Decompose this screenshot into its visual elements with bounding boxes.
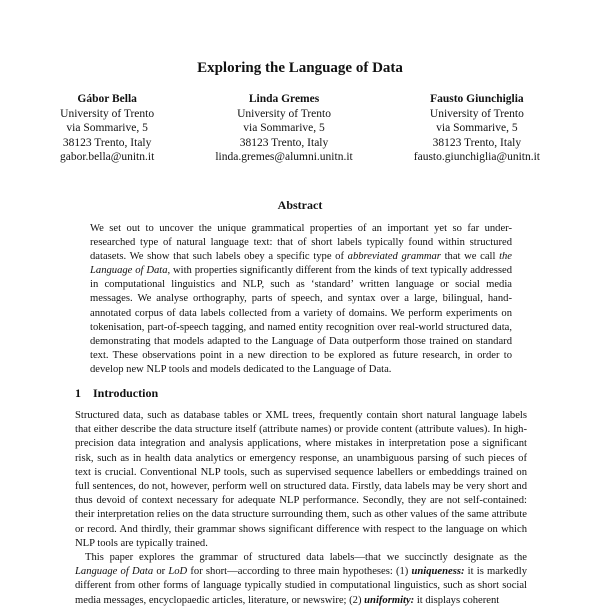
paragraph-emphasis: uniformity: xyxy=(364,594,415,606)
paragraph-text: it is markedly different from other forms of language typically studied in computational linguistics, such as short social media messages, encyclopaedic articles, literature, or newswire; (2) xyxy=(75,566,527,606)
abstract-body xyxy=(90,222,512,377)
paper-title: Exploring the Language of Data xyxy=(197,60,403,76)
author-name: Fausto Giunchiglia xyxy=(430,93,524,105)
author-name: Gábor Bella xyxy=(77,93,137,105)
paragraph-text: or xyxy=(153,566,169,578)
author-block xyxy=(60,92,540,165)
section-number: 1 xyxy=(75,386,81,400)
author-3 xyxy=(414,92,540,165)
author-1 xyxy=(60,92,154,165)
abstract-text: , with properties significantly different from the kinds of text typically addressed in computational linguistics and NLP, such as ‘standard’ written language or social media messages. We analyse orthography, parts of speech, and syntax over a large, bilingual, hand-annotated corpus of data labels collected from a variety of domains. We perform experiments on tokenisation, part-of-speech tagging, and named entity recognition over real-world structured data, demonstrating that models adapted to the Language of Data outperform those trained on standard text. These observations point in a new direction to be explored as future research, in order to develop new NLP tools and models dedicated to the Language of Data. xyxy=(90,265,512,375)
author-city: 38123 Trento, Italy xyxy=(62,136,152,149)
abstract-heading: Abstract xyxy=(277,198,323,212)
paragraph: Structured data, such as database tables or XML trees, frequently contain short natural language labels that either describe the data structure itself (attribute names) or provide content (attribute values). In high-precision data integration and analysis applications, where mistakes in interpretation pose a significant risk, such as in health data analytics or emergency response, an unambiguous parsing of such pieces of text is crucial. Conventional NLP tools, such as supervised sequence labellers or embeddings trained on full sentences, do not, however, perform well on structured data. Firstly, data labels may be very short and thus devoid of context necessary for adequate NLP performance. Secondly, they are not self-contained: their interpretation relies on the data structure surrounding them, such as other values of the same attribute or record. And thirdly, their grammar shows significant difference with respect to the language on which NLP tools are typically trained. xyxy=(75,410,527,549)
introduction-body xyxy=(75,409,527,608)
paragraph-text: This paper explores the grammar of structured data labels—that we succinctly designate as the xyxy=(85,552,527,564)
paragraph xyxy=(75,551,527,608)
author-email[interactable]: linda.gremes@alumni.unitn.it xyxy=(215,151,353,163)
author-affiliation: University of Trento xyxy=(60,107,155,120)
author-2 xyxy=(215,92,352,165)
section-title: Introduction xyxy=(93,386,159,400)
abstract-text: that we call xyxy=(440,251,500,263)
paragraph-emphasis: Language of Data xyxy=(75,566,154,578)
author-name: Linda Gremes xyxy=(248,93,320,105)
author-affiliation: University of Trento xyxy=(237,107,331,120)
author-city: 38123 Trento, Italy xyxy=(432,136,522,149)
author-affiliation: University of Trento xyxy=(429,107,524,120)
author-street: via Sommarive, 5 xyxy=(243,122,325,134)
section-heading xyxy=(75,386,158,401)
author-street: via Sommarive, 5 xyxy=(66,122,148,134)
paragraph-emphasis: uniqueness: xyxy=(411,566,465,578)
author-email[interactable]: gabor.bella@unitn.it xyxy=(60,151,155,163)
paragraph-text: it displays coherent xyxy=(414,594,500,606)
author-city: 38123 Trento, Italy xyxy=(239,136,329,149)
author-street: via Sommarive, 5 xyxy=(436,122,518,134)
author-email[interactable]: fausto.giunchiglia@unitn.it xyxy=(413,151,540,163)
paragraph-text: for short—according to three main hypotheses: (1) xyxy=(187,566,412,578)
abstract-text: We set out to uncover the unique grammatical properties of an important yet so far under-researched type of natural language text: that of short labels typically found within structured datasets. We show that such labels obey a specific type of xyxy=(90,223,512,263)
paragraph-emphasis: LoD xyxy=(168,566,188,578)
abstract-emphasis: the Language of Data xyxy=(90,251,513,277)
abstract-emphasis: abbreviated grammar xyxy=(347,251,441,263)
